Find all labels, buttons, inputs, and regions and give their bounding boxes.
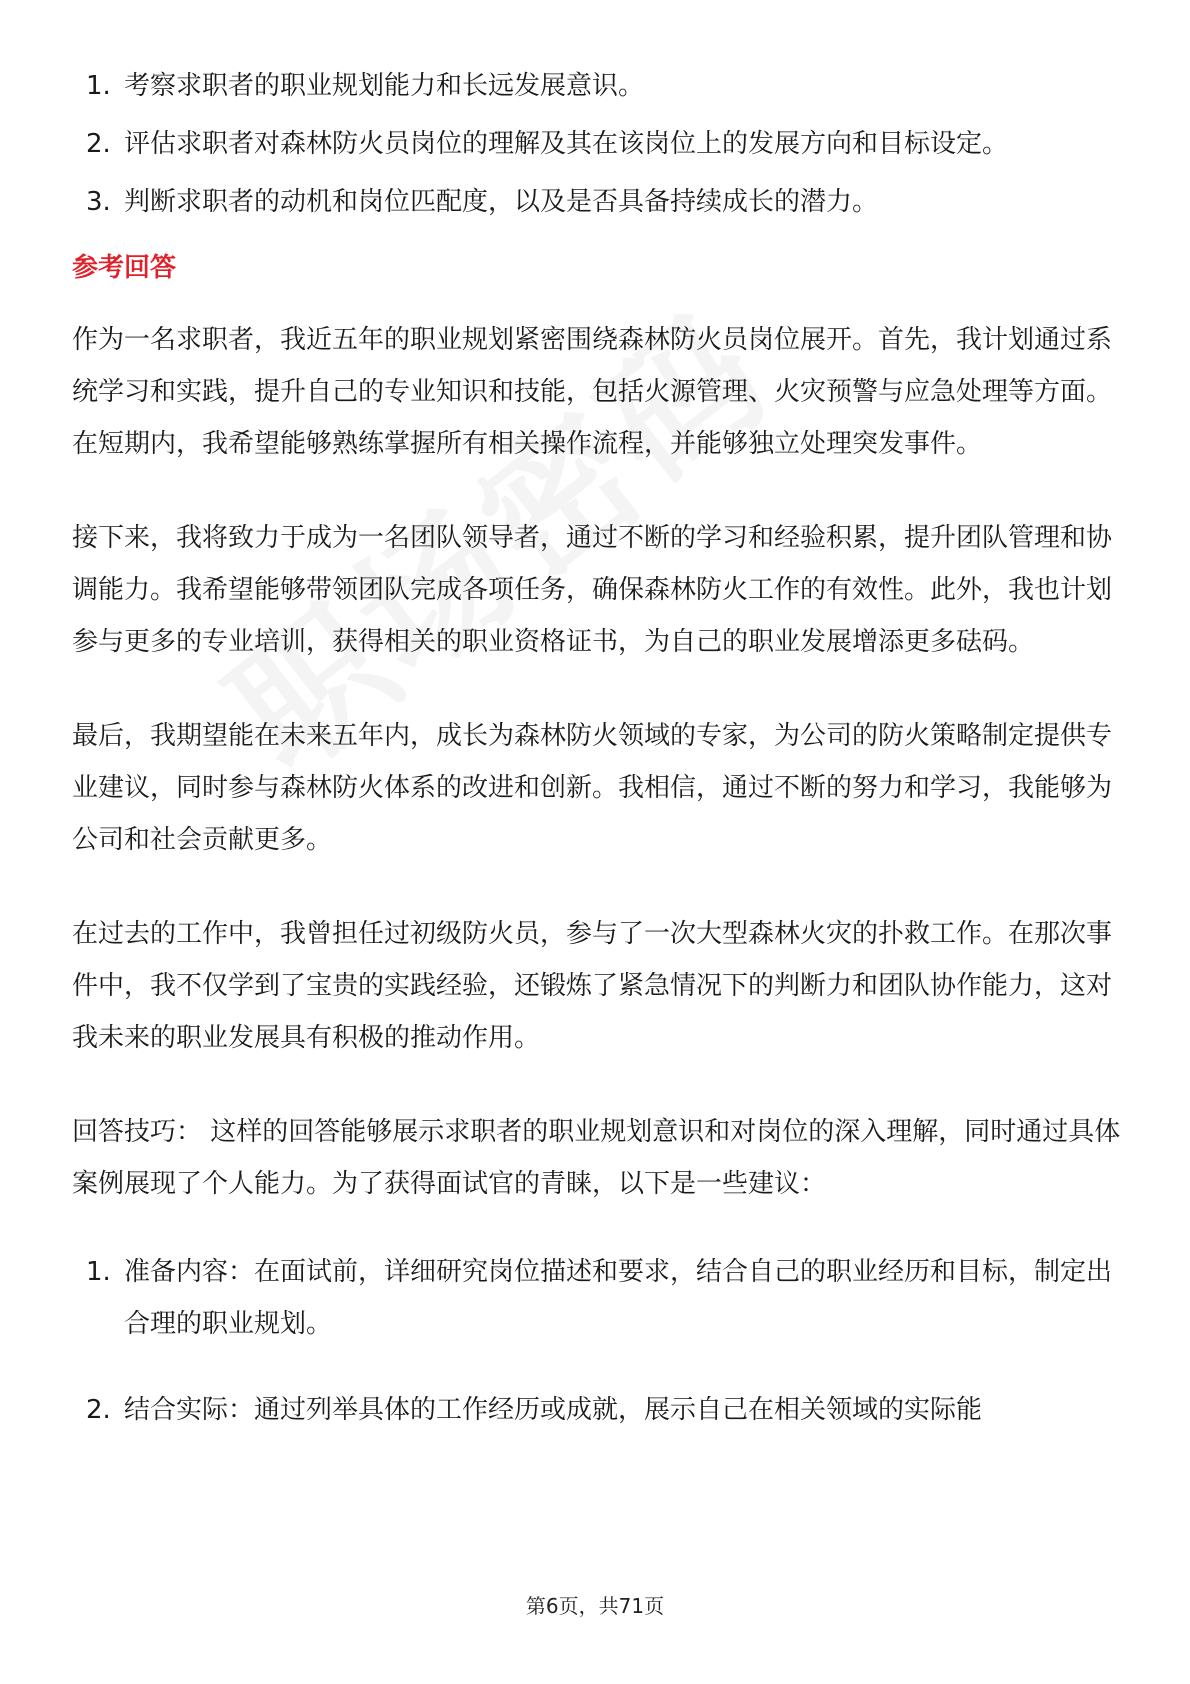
list-item-text: 考察求职者的职业规划能力和长远发展意识。	[124, 71, 645, 101]
list-item	[72, 60, 1122, 112]
page-content	[72, 60, 1122, 1470]
answer-paragraph: 作为一名求职者，我近五年的职业规划紧密围绕森林防火员岗位展开。首先，我计划通过系统学习和实践，提升自己的专业知识和技能，包括火源管理、火灾预警与应急处理等方面。在短期内，我希望能够熟练掌握所有相关操作流程，并能够独立处理突发事件。	[72, 325, 1113, 459]
list-number: 3.	[86, 187, 111, 217]
reference-answer-heading: 参考回答	[72, 253, 177, 283]
list-number: 2.	[86, 1395, 111, 1425]
answer-paragraph: 在过去的工作中，我曾担任过初级防火员，参与了一次大型森林火灾的扑救工作。在那次事件中，我不仅学到了宝贵的实践经验，还锻炼了紧急情况下的判断力和团队协作能力，这对我未来的职业发展具有积极的推动作用。	[72, 919, 1113, 1053]
objectives-list	[72, 60, 1122, 228]
page-number: 第6页，共71页	[525, 1594, 665, 1618]
list-item-text: 准备内容：在面试前，详细研究岗位描述和要求，结合自己的职业经历和目标，制定出合理的职业规划。	[124, 1257, 1113, 1339]
list-number: 1.	[86, 1257, 111, 1287]
list-item-text: 判断求职者的动机和岗位匹配度，以及是否具备持续成长的潜力。	[124, 187, 879, 217]
answer-paragraph: 最后，我期望能在未来五年内，成长为森林防火领域的专家，为公司的防火策略制定提供专业建议，同时参与森林防火体系的改进和创新。我相信，通过不断的努力和学习，我能够为公司和社会贡献更多。	[72, 721, 1113, 855]
list-number: 2.	[86, 129, 111, 159]
list-item-text: 结合实际：通过列举具体的工作经历或成就，展示自己在相关领域的实际能	[124, 1395, 983, 1425]
tips-list	[72, 1246, 1122, 1436]
list-item	[72, 1246, 1122, 1350]
list-number: 1.	[86, 71, 111, 101]
answer-paragraph: 接下来，我将致力于成为一名团队领导者，通过不断的学习和经验积累，提升团队管理和协调能力。我希望能够带领团队完成各项任务，确保森林防火工作的有效性。此外，我也计划参与更多的专业培训，获得相关的职业资格证书，为自己的职业发展增添更多砝码。	[72, 523, 1113, 657]
list-item	[72, 1384, 1122, 1436]
list-item-text: 评估求职者对森林防火员岗位的理解及其在该岗位上的发展方向和目标设定。	[124, 129, 1009, 159]
list-item	[72, 118, 1122, 170]
list-item	[72, 176, 1122, 228]
tips-intro: 回答技巧： 这样的回答能够展示求职者的职业规划意识和对岗位的深入理解，同时通过具体案例展现了个人能力。为了获得面试官的青睐，以下是一些建议：	[72, 1117, 1121, 1199]
